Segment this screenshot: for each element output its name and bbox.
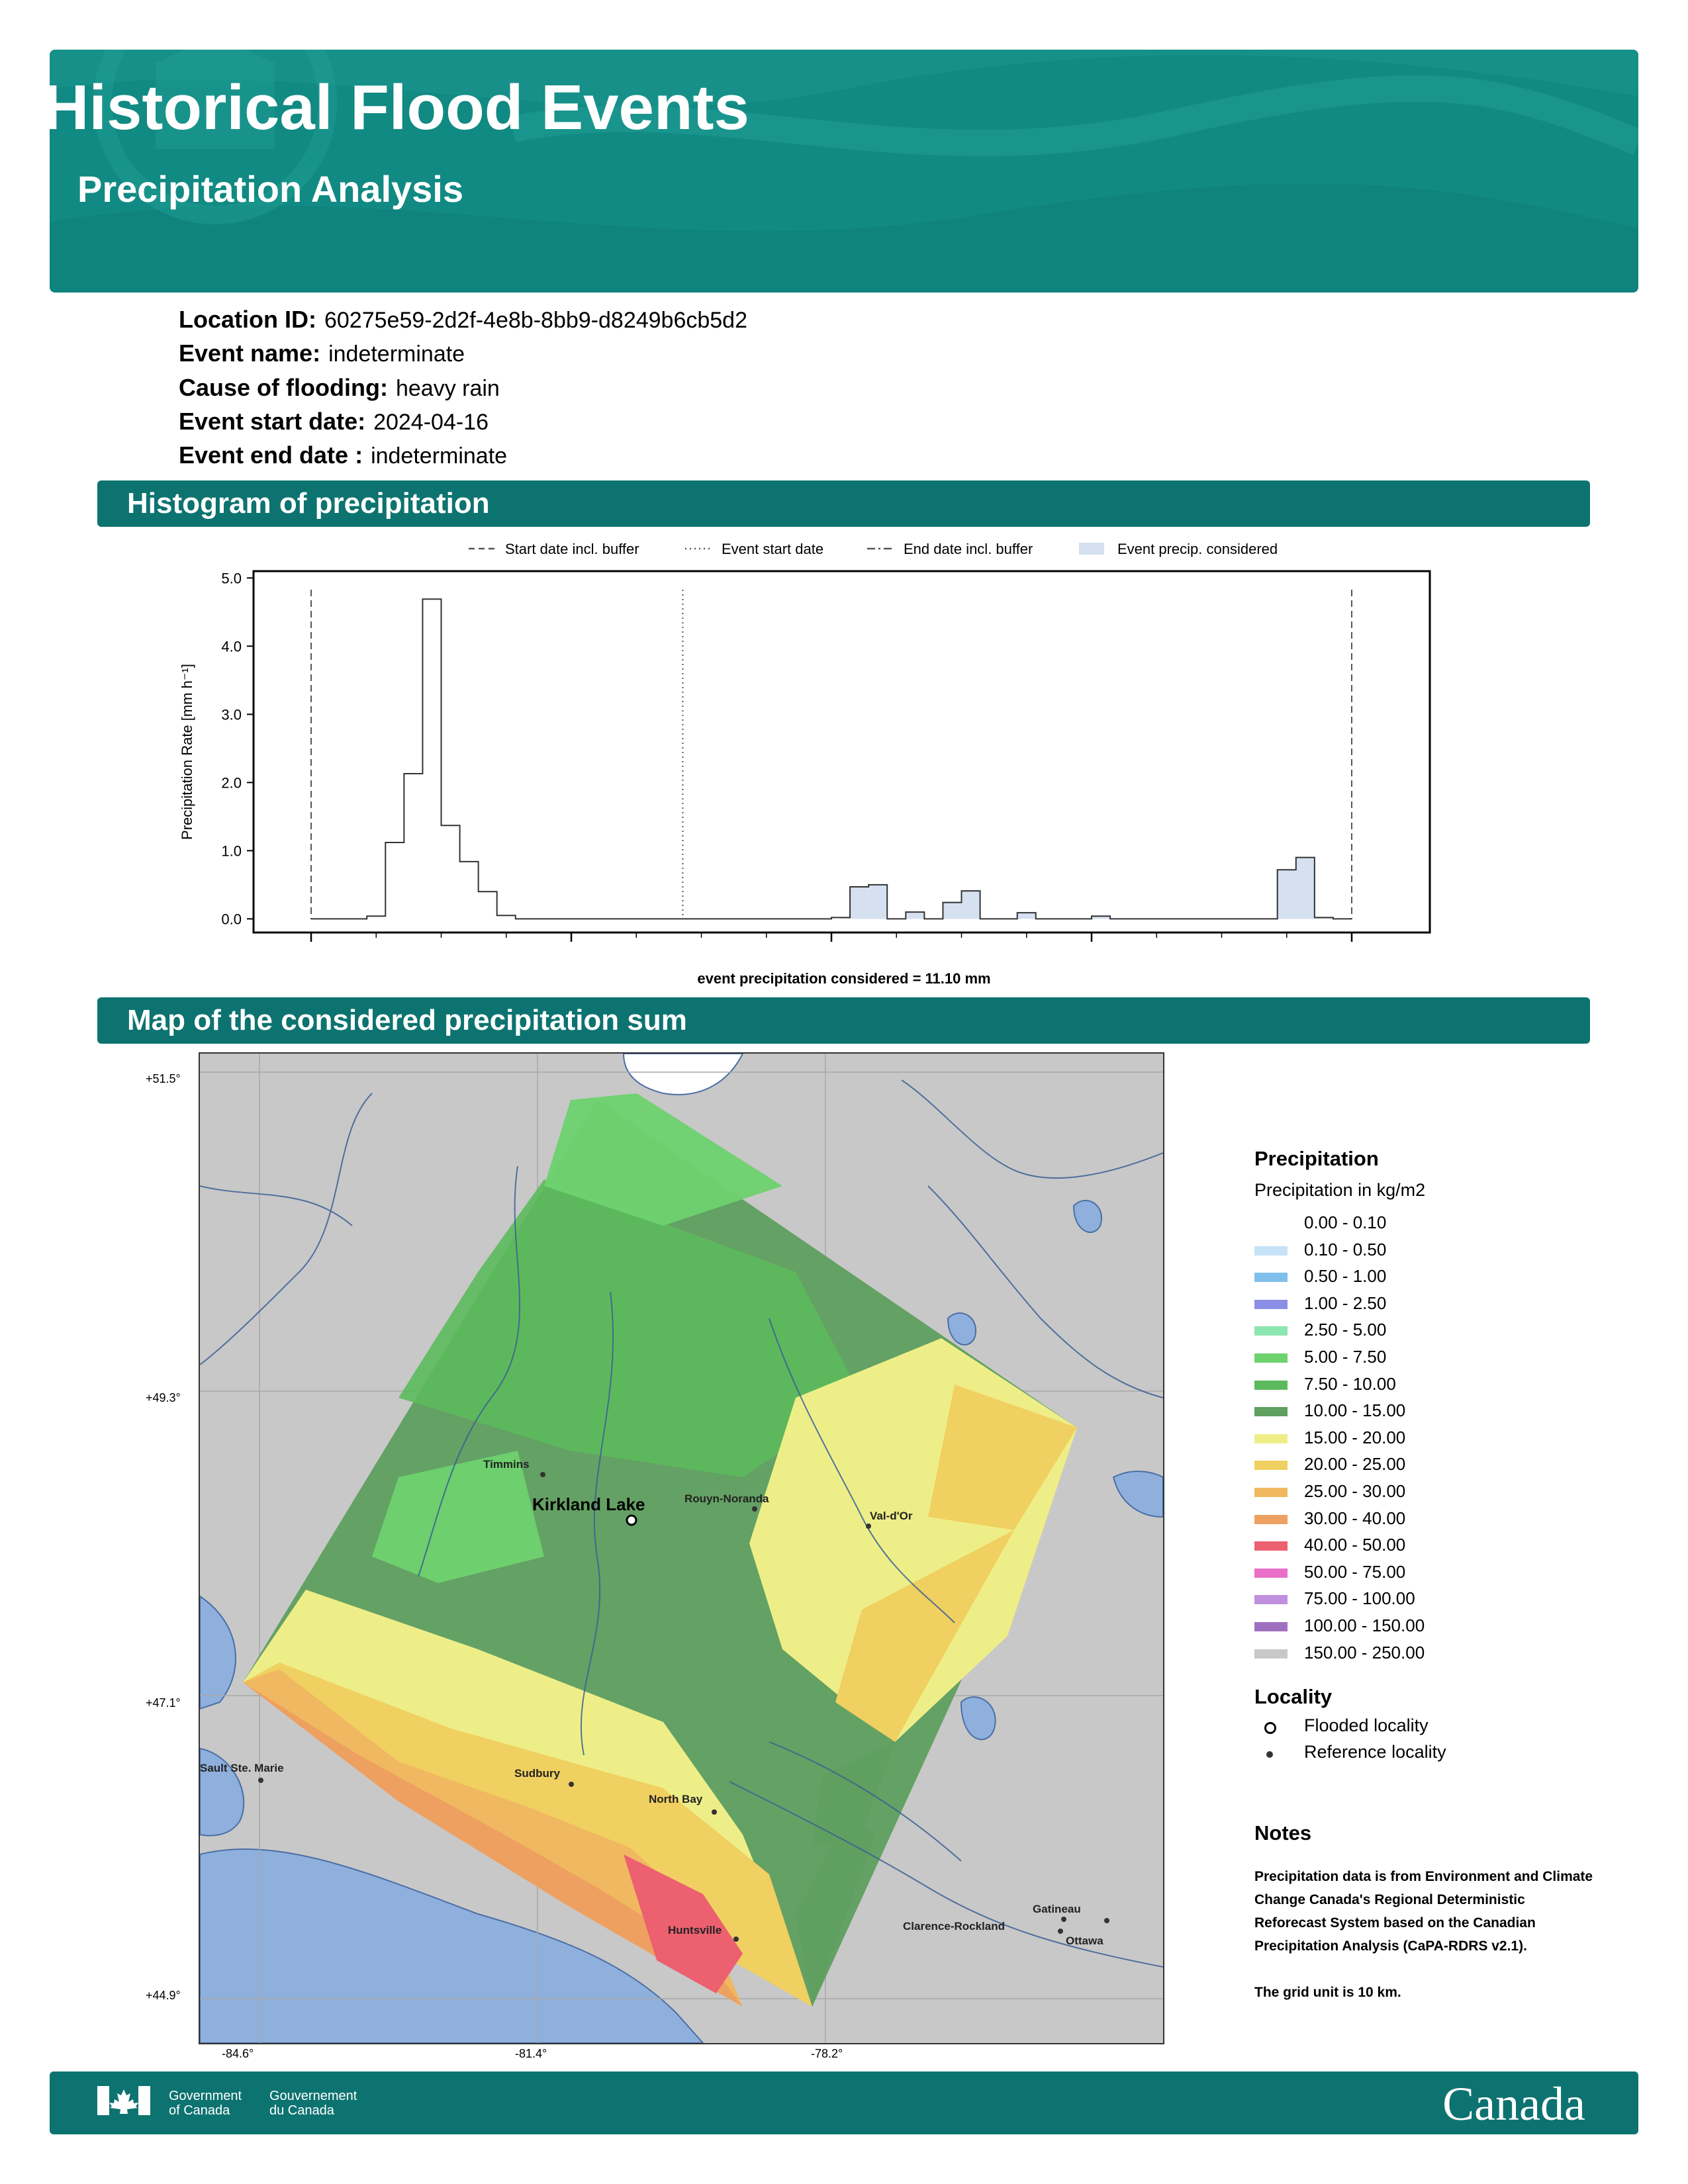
reference-locality-marker: [1061, 1917, 1066, 1922]
event-precip-bar: [971, 891, 980, 919]
info-label: Event name:: [179, 340, 321, 367]
plot-frame: [254, 571, 1430, 933]
legend-color-swatch: [1254, 1326, 1288, 1336]
info-value: indeterminate: [328, 341, 465, 367]
james-bay: [624, 1054, 743, 1095]
gov-name-en: [169, 2089, 242, 2118]
event-precip-bar: [868, 885, 878, 919]
reference-locality-marker: [258, 1778, 263, 1783]
legend-label: End date incl. buffer: [904, 541, 1033, 557]
reservoir: [1113, 1471, 1163, 1517]
legend-color-swatch: [1254, 1434, 1288, 1443]
legend-color-swatch: [1254, 1622, 1288, 1631]
legend-color-swatch: [1254, 1273, 1288, 1282]
page-subtitle: Precipitation Analysis: [77, 168, 463, 210]
y-axis-ticks: [221, 570, 254, 927]
legend-label: 0.00 - 0.10: [1304, 1212, 1387, 1232]
lat-label: +47.1°: [146, 1696, 181, 1709]
legend-label: 10.00 - 15.00: [1304, 1400, 1406, 1421]
legend-label: Flooded locality: [1304, 1715, 1429, 1735]
legend-color-swatch: [1254, 1488, 1288, 1497]
notes-grid-unit: The grid unit is 10 km.: [1254, 1985, 1401, 2000]
event-precip-bar: [962, 891, 971, 919]
reference-locality-marker: [733, 1936, 739, 1942]
y-axis-label: Precipitation Rate [mm h⁻¹]: [179, 664, 195, 840]
event-precip-bar: [1296, 858, 1305, 919]
reference-locality-marker: [752, 1506, 757, 1512]
legend-color-swatch: [1254, 1219, 1288, 1228]
info-label: Location ID:: [179, 306, 316, 333]
legend-color-swatch: [1254, 1649, 1288, 1659]
x-axis-ticks: [311, 933, 1352, 942]
legend-label: 0.50 - 1.00: [1304, 1266, 1387, 1287]
gov-name-fr-line1: Gouvernement: [269, 2089, 357, 2103]
locality-label: Rouyn-Noranda: [684, 1492, 769, 1505]
lake: [948, 1313, 976, 1345]
info-value: 2024-04-16: [373, 410, 489, 435]
legend-color-swatch: [1254, 1541, 1288, 1551]
legend-color-swatch: [1254, 1515, 1288, 1524]
lat-label: +51.5°: [146, 1072, 181, 1085]
legend-label: 7.50 - 10.00: [1304, 1373, 1396, 1394]
legend-color-swatch: [1254, 1595, 1288, 1604]
legend-label: Start date incl. buffer: [505, 541, 639, 557]
legend-title: Precipitation: [1254, 1147, 1379, 1170]
reference-locality-icon: [1266, 1751, 1273, 1758]
event-precip-highlight: [841, 858, 1333, 919]
legend-label: 2.50 - 5.00: [1304, 1320, 1387, 1340]
legend-label: 25.00 - 30.00: [1304, 1481, 1406, 1501]
info-label: Event end date :: [179, 441, 363, 469]
info-value: 60275e59-2d2f-4e8b-8bb9-d8249b6cb5d2: [324, 308, 747, 333]
notes-body: [1254, 1865, 1599, 2004]
flooded-locality-label: Kirkland Lake: [532, 1494, 645, 1514]
reference-locality-marker: [866, 1524, 871, 1529]
info-location-id: [179, 306, 747, 338]
page-footer: [50, 2071, 1638, 2134]
section-map: [97, 997, 1590, 1044]
y-tick-label: 3.0: [221, 706, 242, 723]
canada-flag-icon: [97, 2086, 150, 2115]
locality-label: Clarence-Rockland: [903, 1920, 1005, 1933]
locality-label: North Bay: [649, 1793, 703, 1805]
legend-color-swatch: [1254, 1461, 1288, 1470]
y-tick-label: 1.0: [221, 842, 242, 860]
lake: [1074, 1201, 1102, 1232]
lon-label: -81.4°: [515, 2047, 547, 2060]
reference-locality-marker: [1058, 1929, 1063, 1934]
page-title: Historical Flood Events: [43, 72, 749, 143]
legend-color-swatch: [1254, 1407, 1288, 1416]
reference-locality-marker: [712, 1809, 717, 1815]
info-cause: [179, 374, 500, 406]
precipitation-grid: [243, 1093, 1077, 2007]
flooded-locality-icon: [1264, 1722, 1276, 1734]
event-precip-bar: [1305, 858, 1315, 919]
legend-label: 30.00 - 40.00: [1304, 1508, 1406, 1528]
event-precip-bar: [952, 903, 961, 919]
locality-label: Val-d'Or: [870, 1510, 913, 1522]
lon-label: -78.2°: [811, 2047, 843, 2060]
section-histogram: [97, 480, 1590, 527]
gov-name-fr-line2: du Canada: [269, 2103, 334, 2118]
legend-label: Reference locality: [1304, 1742, 1446, 1762]
precipitation-series-line: [311, 599, 1352, 919]
reference-locality-marker: [569, 1782, 574, 1787]
locality-label: Gatineau: [1033, 1903, 1081, 1915]
legend-color-swatch: [1254, 1353, 1288, 1363]
legend-label: 0.10 - 0.50: [1304, 1239, 1387, 1259]
legend-label: 20.00 - 25.00: [1304, 1454, 1406, 1475]
lat-label: +49.3°: [146, 1391, 181, 1404]
section-title: Map of the considered precipitation sum: [127, 1004, 687, 1036]
gov-name-fr: [269, 2089, 357, 2118]
event-precip-bar: [878, 885, 887, 919]
legend-label: 75.00 - 100.00: [1304, 1588, 1415, 1609]
y-tick-label: 2.0: [221, 774, 242, 792]
legend-label: 40.00 - 50.00: [1304, 1535, 1406, 1555]
legend-label: 15.00 - 20.00: [1304, 1427, 1406, 1447]
date-markers: [311, 590, 1352, 919]
info-label: Event start date:: [179, 408, 366, 435]
event-precip-bar: [1017, 913, 1027, 919]
legend-label: 50.00 - 75.00: [1304, 1561, 1406, 1582]
precipitation-histogram: [172, 529, 1529, 973]
legend-color-swatch: [1254, 1246, 1288, 1255]
event-precip-bar: [943, 903, 952, 919]
legend-label: 150.00 - 250.00: [1304, 1642, 1425, 1662]
info-value: heavy rain: [395, 376, 500, 401]
info-value: indeterminate: [371, 443, 508, 469]
map-canvas: [200, 1054, 1163, 2043]
canada-wordmark: Canada: [1442, 2077, 1585, 2130]
legend-color-swatch: [1254, 1381, 1288, 1390]
y-tick-label: 0.0: [221, 911, 242, 928]
legend-label: 100.00 - 150.00: [1304, 1615, 1425, 1635]
lat-label: +44.9°: [146, 1989, 181, 2002]
locality-legend-title: Locality: [1254, 1685, 1333, 1708]
lon-label: -84.6°: [222, 2047, 254, 2060]
legend-label: 5.00 - 7.50: [1304, 1347, 1387, 1367]
locality-label: Huntsville: [668, 1924, 722, 1936]
locality-label: Sudbury: [514, 1767, 560, 1780]
locality-label: Sault Ste. Marie: [200, 1762, 284, 1774]
info-start-date: [179, 408, 489, 439]
locality-label: Timmins: [483, 1458, 530, 1471]
y-tick-label: 5.0: [221, 570, 242, 587]
info-label: Cause of flooding:: [179, 374, 388, 401]
legend-color-swatch: [1254, 1569, 1288, 1578]
event-precip-bar: [915, 912, 924, 919]
legend-label: Event start date: [722, 541, 824, 557]
event-precip-bar: [906, 912, 915, 919]
gov-name-en-line1: Government: [169, 2089, 242, 2103]
reference-locality-marker: [540, 1472, 545, 1477]
section-title: Histogram of precipitation: [127, 487, 490, 520]
lake-superior: [200, 1596, 236, 1709]
chart-legend: [469, 541, 1278, 557]
gov-name-en-line2: of Canada: [169, 2103, 230, 2118]
legend-label: 1.00 - 2.50: [1304, 1293, 1387, 1313]
legend-subtitle: Precipitation in kg/m2: [1254, 1180, 1426, 1200]
legend-swatch-event-precip: [1079, 543, 1104, 555]
event-precip-bar: [1287, 870, 1296, 919]
event-precip-bar: [850, 887, 859, 919]
event-precip-summary: event precipitation considered = 11.10 mm: [697, 970, 991, 987]
info-event-name: [179, 340, 465, 371]
notes-source: Precipitation data is from Environment and Climate Change Canada's Regional Deterministic Reforecast System based on the Canadian Precipitation Analysis (CaPA-RDRS v2.1).: [1254, 1869, 1593, 1954]
legend-color-swatch: [1254, 1300, 1288, 1309]
flooded-locality-marker: [627, 1516, 636, 1525]
notes-title: Notes: [1254, 1821, 1312, 1844]
y-tick-label: 4.0: [221, 638, 242, 655]
info-end-date: [179, 441, 507, 473]
event-precip-bar: [859, 887, 868, 919]
legend-label: Event precip. considered: [1117, 541, 1278, 557]
event-precip-bar: [1027, 913, 1036, 919]
locality-label: Ottawa: [1066, 1934, 1103, 1947]
precipitation-map: [199, 1052, 1164, 2044]
reference-locality-marker: [1104, 1918, 1109, 1923]
event-precip-bar: [1278, 870, 1287, 919]
lake: [961, 1697, 996, 1739]
